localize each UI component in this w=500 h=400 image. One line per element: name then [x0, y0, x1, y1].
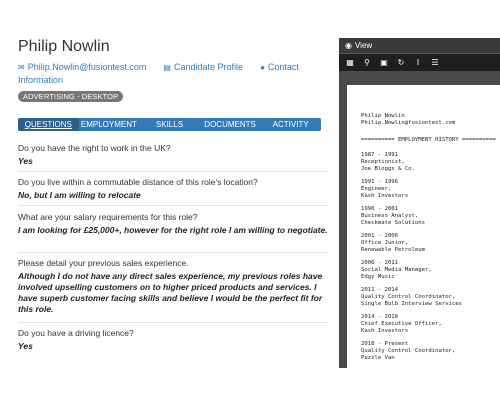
viewer-toolbar — [339, 54, 500, 71]
entry-years: 1991 - 1996 — [361, 179, 399, 185]
question-text: Do you have the right to work in the UK? — [18, 143, 171, 153]
entry-org: Joe Bloggs & Co. — [361, 166, 415, 172]
zoom-in-icon[interactable]: ⚲ — [364, 58, 370, 67]
contact-information-link[interactable]: Contact Information — [18, 62, 299, 85]
entry-org: Kash Investors — [361, 193, 409, 199]
employment-entry — [361, 260, 500, 281]
viewer-header — [339, 38, 500, 54]
text-select-icon[interactable]: I — [416, 58, 420, 67]
question-item — [18, 328, 328, 352]
entry-role: Social Media Manager, — [361, 267, 432, 273]
doc-email: Philip.Nowlin@fusiontest.com — [361, 120, 456, 126]
tab-activity[interactable]: ACTIVITY — [272, 120, 309, 129]
entry-role: Engineer, — [361, 186, 392, 192]
question-item — [18, 177, 328, 201]
entry-years: 1996 - 2001 — [361, 206, 399, 212]
answer-text: No, but I am willing to relocate — [18, 190, 141, 200]
entry-role: Receptionist, — [361, 159, 405, 165]
question-item — [18, 212, 328, 236]
entry-role: Quality Control Coordinator, — [361, 294, 456, 300]
entry-role: Business Analyst, — [361, 213, 419, 219]
entry-org: Kash Investors — [361, 328, 409, 334]
question-text: What are your salary requirements for this role? — [18, 212, 198, 222]
document-viewer — [339, 38, 500, 368]
divider — [18, 205, 328, 206]
candidate-profile-link[interactable]: Candidate Profile — [173, 62, 244, 72]
employment-entry — [361, 179, 500, 200]
employment-entry — [361, 314, 500, 335]
answer-text: I am looking for £25,000+, however for the right role I am willing to negotiate. — [18, 225, 328, 235]
tab-skills[interactable]: SKILLS — [155, 120, 184, 129]
entry-org: Checkmate Solutions — [361, 220, 425, 226]
answer-text: Although I do not have any direct sales experience, my previous roles have involved upselling customers on to higher priced products and services. I have superb customer facing skills and believe I would be the perfect fit for this role. — [18, 271, 323, 314]
document-icon[interactable]: ☰ — [431, 58, 439, 67]
entry-years: 2011 - 2014 — [361, 287, 399, 293]
doc-name: Philip Nowlin — [361, 113, 405, 119]
answer-text: Yes — [18, 156, 33, 166]
question-item — [18, 143, 328, 167]
candidate-name: Philip Nowlin — [18, 38, 110, 55]
entry-years: 2018 - Present — [361, 341, 409, 347]
tab-questions[interactable]: QUESTIONS — [18, 118, 79, 131]
answer-text: Yes — [18, 341, 33, 351]
email-link[interactable]: Philip.Nowlin@fusiontest.com — [27, 62, 147, 72]
entry-role: Quality Control Coordinator, — [361, 348, 456, 354]
entry-org: Single Bulb Interview Services — [361, 301, 463, 307]
contact-links — [18, 61, 328, 86]
user-icon: ● — [260, 63, 265, 72]
entry-years: 2006 - 2011 — [361, 260, 399, 266]
entry-years: 2014 - 2018 — [361, 314, 399, 320]
question-text: Please detail your previous sales experience. — [18, 258, 189, 268]
grid-view-icon[interactable]: ▦ — [346, 58, 354, 67]
entry-role: Chief Executive Officer, — [361, 321, 442, 327]
document-page — [347, 85, 500, 368]
id-card-icon: ▤ — [163, 63, 171, 72]
entry-years: 1987 - 1991 — [361, 152, 399, 158]
eye-icon: ◉ — [345, 41, 352, 50]
divider — [18, 171, 328, 172]
question-item — [18, 258, 328, 315]
question-text: Do you have a driving licence? — [18, 328, 134, 338]
entry-org: Edgy Music — [361, 274, 395, 280]
viewer-title: View — [354, 41, 373, 50]
employment-entry — [361, 233, 500, 254]
job-tag-badge: ADVERTISING - DESKTOP — [18, 91, 123, 102]
entry-role: Office Junior, — [361, 240, 409, 246]
envelope-icon: ✉ — [18, 63, 25, 72]
entry-org: Puzzle Van — [361, 355, 395, 361]
entry-years: 2001 - 2006 — [361, 233, 399, 239]
question-text: Do you live within a commutable distance of this role's location? — [18, 177, 258, 187]
tab-documents[interactable]: DOCUMENTS — [204, 120, 256, 129]
candidate-tabs — [18, 118, 321, 131]
entry-org: Renewable Petroleum — [361, 247, 425, 253]
doc-section-heading: ========== EMPLOYMENT HISTORY ========== — [361, 137, 496, 143]
fit-page-icon[interactable]: ▣ — [380, 58, 388, 67]
divider — [18, 322, 328, 323]
divider — [18, 252, 328, 253]
rotate-icon[interactable]: ↻ — [397, 58, 405, 67]
tab-employment[interactable]: EMPLOYMENT — [80, 120, 137, 129]
employment-entry — [361, 206, 500, 227]
employment-entry — [361, 287, 500, 308]
employment-entry — [361, 152, 500, 173]
employment-entry — [361, 341, 500, 362]
